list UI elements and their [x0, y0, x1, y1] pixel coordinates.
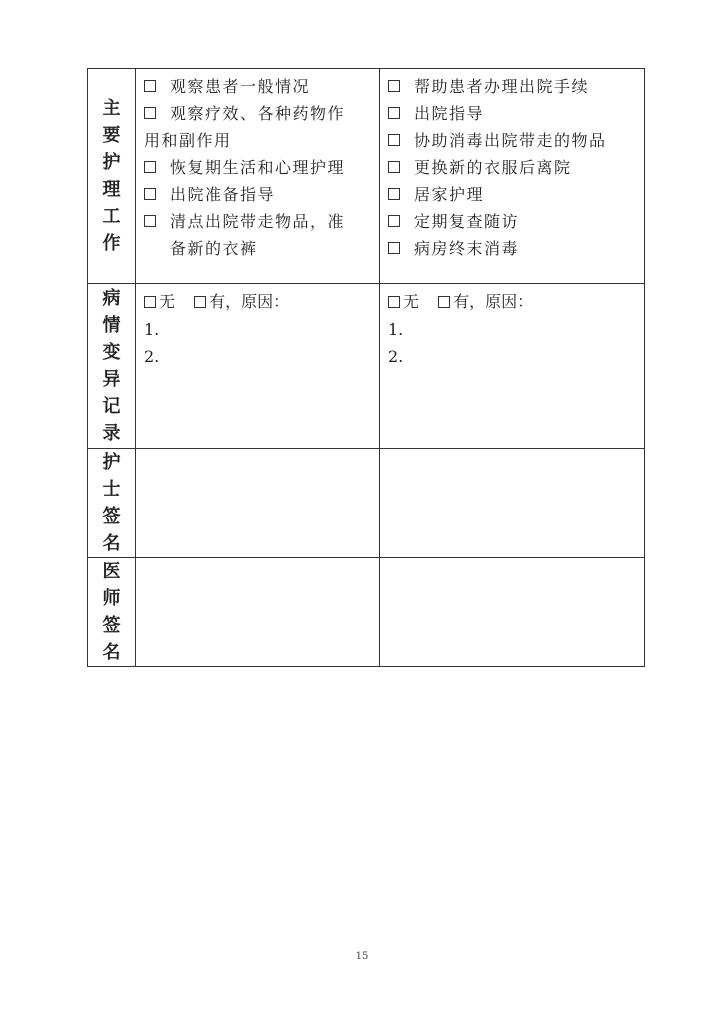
checkbox[interactable]: [144, 80, 156, 92]
checkbox[interactable]: [388, 188, 400, 200]
clinical-pathway-table: [87, 68, 645, 667]
checkbox[interactable]: [194, 296, 206, 308]
variation-reason-line-2[interactable]: 2.: [144, 346, 160, 366]
checklist-item[interactable]: 恢复期生活和心理护理: [144, 154, 373, 181]
checklist-item[interactable]: 定期复查随访: [388, 208, 638, 235]
main-nursing-work-label: 主 要 护 理 工 作: [88, 69, 136, 284]
checkbox[interactable]: [388, 296, 400, 308]
checklist-item-continuation: 用和副作用: [144, 131, 232, 150]
checklist-item[interactable]: 观察患者一般情况: [144, 73, 373, 100]
variation-reason-line-1[interactable]: 1.: [388, 319, 404, 339]
variation-none-option[interactable]: 无: [144, 288, 175, 315]
checkbox[interactable]: [144, 215, 156, 227]
checkbox[interactable]: [438, 296, 450, 308]
variation-yes-option[interactable]: 有，原因：: [194, 288, 289, 315]
nurse-signature-label: 护 士 签 名: [88, 449, 136, 558]
checklist-item[interactable]: 观察疗效、各种药物作: [144, 100, 373, 127]
checklist-item[interactable]: 清点出院带走物品，准: [144, 208, 373, 235]
checkbox[interactable]: [388, 215, 400, 227]
doctor-signature-left-field[interactable]: [136, 558, 380, 667]
checklist-item[interactable]: 更换新的衣服后离院: [388, 154, 638, 181]
checkbox[interactable]: [388, 242, 400, 254]
main-nursing-work-left-cell: [136, 69, 380, 284]
checkbox[interactable]: [388, 161, 400, 173]
condition-variation-left-cell: [136, 284, 380, 449]
condition-variation-right-cell: [380, 284, 645, 449]
nurse-signature-right-field[interactable]: [380, 449, 645, 558]
checkbox[interactable]: [388, 107, 400, 119]
variation-reason-line-1[interactable]: 1.: [144, 319, 160, 339]
checklist-item-continuation: 备新的衣裤: [170, 239, 258, 258]
checklist-item[interactable]: 协助消毒出院带走的物品: [388, 127, 638, 154]
checkbox[interactable]: [388, 80, 400, 92]
nurse-signature-row: [88, 449, 645, 558]
condition-variation-label: 病 情 变 异 记 录: [88, 284, 136, 449]
checklist-item[interactable]: 居家护理: [388, 181, 638, 208]
doctor-signature-right-field[interactable]: [380, 558, 645, 667]
condition-variation-row: [88, 284, 645, 449]
checkbox[interactable]: [144, 107, 156, 119]
checklist-item[interactable]: 出院指导: [388, 100, 638, 127]
checklist-item[interactable]: 病房终末消毒: [388, 235, 638, 262]
checkbox[interactable]: [144, 161, 156, 173]
doctor-signature-label: 医 师 签 名: [88, 558, 136, 667]
variation-yes-option[interactable]: 有，原因：: [438, 288, 533, 315]
checkbox[interactable]: [144, 188, 156, 200]
variation-none-option[interactable]: 无: [388, 288, 419, 315]
main-nursing-work-right-cell: [380, 69, 645, 284]
variation-reason-line-2[interactable]: 2.: [388, 346, 404, 366]
doctor-signature-row: [88, 558, 645, 667]
checkbox[interactable]: [388, 134, 400, 146]
main-nursing-work-row: [88, 69, 645, 284]
checklist-item[interactable]: 帮助患者办理出院手续: [388, 73, 638, 100]
page-number: 15: [355, 951, 369, 962]
nurse-signature-left-field[interactable]: [136, 449, 380, 558]
checklist-item[interactable]: 出院准备指导: [144, 181, 373, 208]
checkbox[interactable]: [144, 296, 156, 308]
